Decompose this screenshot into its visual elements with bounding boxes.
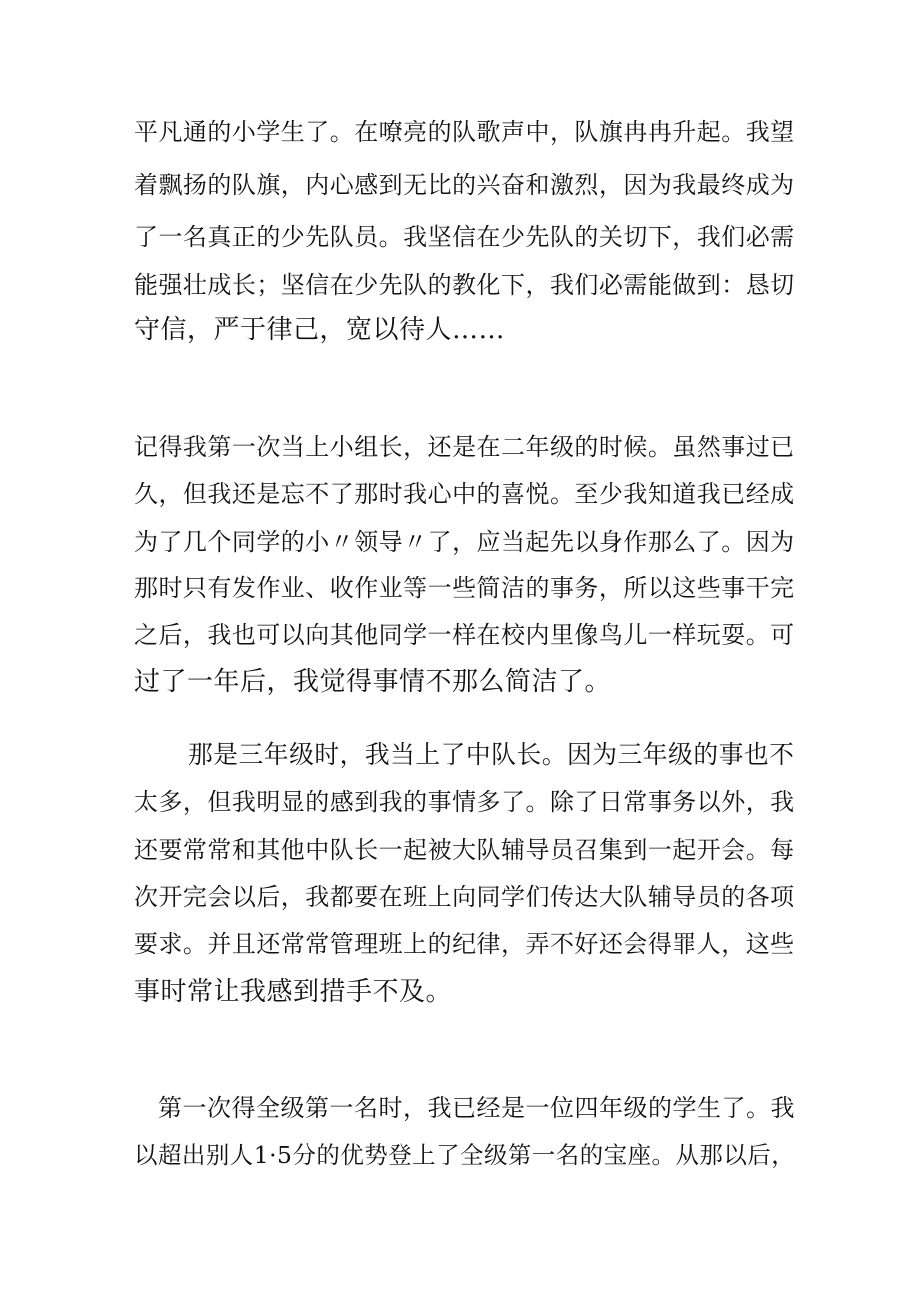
paragraph-1-line-2: 着飘扬的队旗，内心感到无比的兴奋和激烈，因为我最终成为 [134, 171, 795, 199]
paragraph-3-line-2: 太多，但我明显的感到我的事情多了。除了日常事务以外，我 [134, 788, 795, 816]
paragraph-2-line-2: 久，但我还是忘不了那时我心中的喜悦。至少我知道我已经成 [134, 480, 795, 508]
paragraph-1-line-5: 守信，严于律己，宽以待人…… [134, 315, 506, 345]
paragraph-2-line-6: 过了一年后，我觉得事情不那么简洁了。 [134, 667, 612, 697]
paragraph-1-line-3: 了一名真正的少先队员。我坚信在少先队的关切下，我们必需 [134, 223, 795, 251]
paragraph-3-line-6: 事时常让我感到措手不及。 [134, 977, 453, 1007]
paragraph-4-line-1: 第一次得全级第一名时，我已经是一位四年级的学生了。我 [158, 1094, 795, 1122]
paragraph-1-line-4: 能强壮成长；坚信在少先队的教化下，我们必需能做到：恳切 [134, 271, 795, 299]
paragraph-4-line-2: 以超出别人1·5分的优势登上了全级第一名的宝座。从那以后， [134, 1141, 796, 1169]
paragraph-2-line-3: 为了几个同学的小〃领导〃了，应当起先以身作那么了。因为 [134, 528, 795, 556]
paragraph-3-line-4: 次开完会以后，我都要在班上向同学们传达大队辅导员的各项 [134, 883, 795, 911]
paragraph-2-line-4: 那时只有发作业、收作业等一些简洁的事务，所以这些事干完 [134, 574, 795, 602]
paragraph-3-line-1: 那是三年级时，我当上了中队长。因为三年级的事也不 [188, 740, 795, 769]
paragraph-2-line-5: 之后，我也可以向其他同学一样在校内里像鸟儿一样玩耍。可 [134, 621, 795, 649]
paragraph-1-line-1: 平凡通的小学生了。在嘹亮的队歌声中，队旗冉冉升起。我望 [134, 118, 795, 146]
paragraph-2-line-1: 记得我第一次当上小组长，还是在二年级的时候。虽然事过已 [134, 433, 795, 461]
paragraph-3-line-5: 要求。并且还常常管理班上的纪律，弄不好还会得罪人，这些 [134, 930, 795, 958]
paragraph-3-line-3: 还要常常和其他中队长一起被大队辅导员召集到一起开会。每 [134, 836, 795, 864]
